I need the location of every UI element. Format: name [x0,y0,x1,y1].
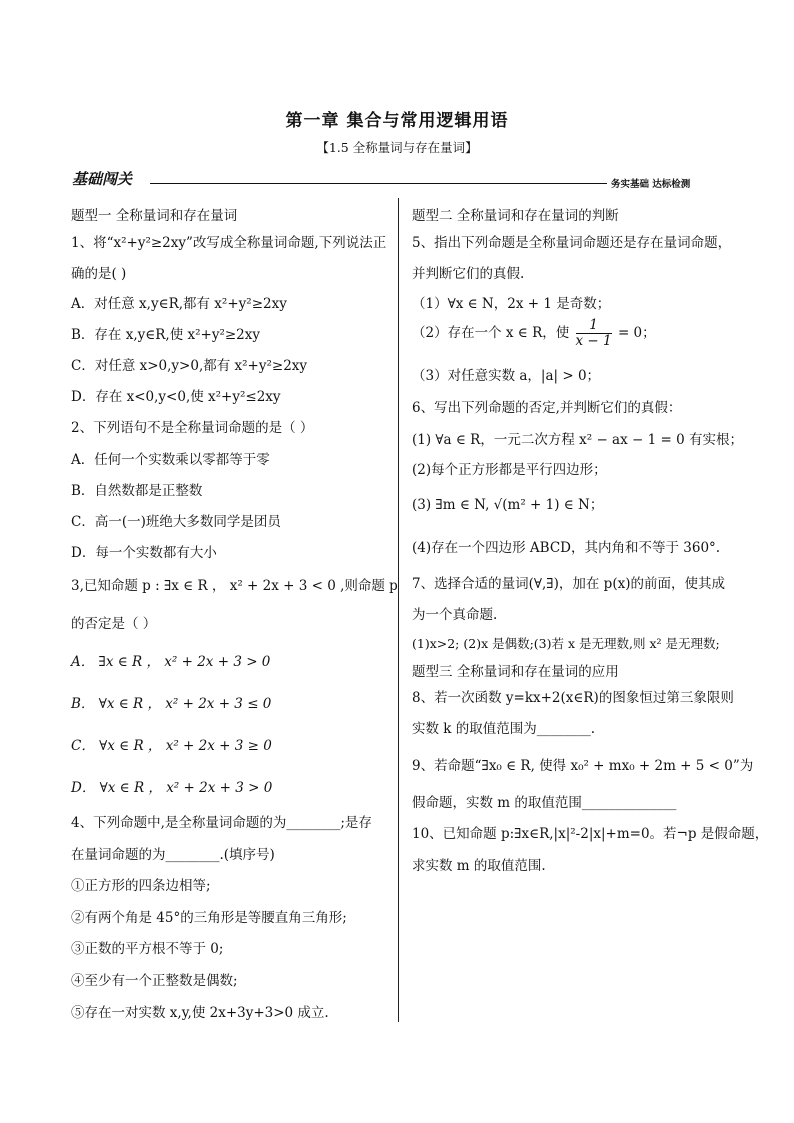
question-1-option-c: C．对任意 x>0,y>0,都有 x²+y²≥2xy [71,358,308,374]
question-4-item-5: ⑤存在一对实数 x,y,使 2x+3y+3>0 成立. [71,1005,329,1021]
question-5-item-1: （1）∀x ∈ N，2x + 1 是奇数； [412,296,611,312]
page-title: 第一章 集合与常用逻辑用语 [285,111,509,131]
question-4-stem: 4、下列命题中,是全称量词命题的为________;是存 [71,815,372,831]
question-6-item-4: (4)存在一个四边形 ABCD，其内角和不等于 360°. [412,540,721,556]
question-6-stem: 6、写出下列命题的否定,并判断它们的真假： [412,400,682,416]
question-5-stem: 5、指出下列命题是全称量词命题还是存在量词命题， [412,235,732,251]
question-5-item-2-text: （2）存在一个 x ∈ R，使 [412,325,570,341]
question-1-stem: 1、将“x²+y²≥2xy”改写成全称量词命题,下列说法正 [71,235,387,251]
question-5-item-2-tail: = 0； [617,325,656,341]
question-4-stem-cont: 在量词命题的为________.(填序号) [71,847,275,863]
page-subtitle: 【1.5 全称量词与存在量词】 [316,140,478,155]
question-3-option-d: D． ∀x ∈ R ， x² + 2x + 3 > 0 [71,780,273,796]
right-column [412,0,769,1123]
column-divider [398,198,399,1022]
question-8-stem-cont: 实数 k 的取值范围为________. [412,721,596,737]
question-3-stem-cont: 的否定是（ ） [71,616,157,632]
banner-label: 基础闯关 [72,170,133,188]
question-2-stem: 2、下列语句不是全称量词命题的是（ ） [71,420,314,436]
question-7-stem-cont: 为一个真命题. [412,607,498,623]
question-10-stem-cont: 求实数 m 的取值范围. [412,858,546,874]
question-1-option-d: D．存在 x<0,y<0,使 x²+y²≤2xy [71,389,281,405]
question-9-stem-cont: 假命题，实数 m 的取值范围______________ [412,795,677,811]
section-title-1: 题型一 全称量词和存在量词 [71,208,238,224]
question-1-stem-cont: 确的是( ) [71,266,127,282]
question-7-stem: 7、选择合适的量词(∀,∃)，加在 p(x)的前面，使其成 [412,576,725,592]
question-5-item-3: （3）对任意实数 a，|a| > 0； [412,368,601,384]
question-5-item-2 [412,318,656,349]
question-1-option-b: B．存在 x,y∈R,使 x²+y²≥2xy [71,327,260,343]
question-8-stem: 8、若一次函数 y=kx+2(x∈R)的图象恒过第三象限则 [412,690,734,706]
question-5-stem-cont: 并判断它们的真假. [412,266,525,282]
question-4-item-1: ①正方形的四条边相等; [71,878,211,894]
question-2-option-a: A．任何一个实数乘以零都等于零 [71,452,270,468]
question-10-stem: 10、已知命题 p:∃x∈R,|x|²-2|x|+m=0。若¬p 是假命题， [412,826,769,842]
fraction [576,318,612,349]
question-4-item-3: ③正数的平方根不等于 0; [71,941,224,957]
question-2-option-c: C．高一(一)班绝大多数同学是团员 [71,514,281,530]
question-3-stem: 3,已知命题 p : ∃x ∈ R ， x² + 2x + 3 < 0 ,则命题 p [71,578,398,594]
section-title-2: 题型二 全称量词和存在量词的判断 [412,208,619,224]
question-6-item-2: (2)每个正方形都是平行四边形； [412,462,607,478]
question-1-option-a: A．对任意 x,y∈R,都有 x²+y²≥2xy [71,296,287,312]
question-4-item-4: ④至少有一个正整数是偶数; [71,973,238,989]
fraction-numerator: 1 [576,318,612,334]
question-3-option-a: A． ∃x ∈ R ， x² + 2x + 3 > 0 [71,654,271,670]
banner-motto: 务实基础 达标检测 [611,179,691,190]
question-6-item-3: (3) ∃m ∈ N, √(m² + 1) ∈ N； [412,497,604,513]
fraction-denominator: x − 1 [575,333,612,349]
question-4-item-2: ②有两个角是 45°的三角形是等腰直角三角形; [71,910,347,926]
question-2-option-d: D．每一个实数都有大小 [71,545,217,561]
question-3-option-c: C． ∀x ∈ R ， x² + 2x + 3 ≥ 0 [71,738,272,754]
question-2-option-b: B．自然数都是正整数 [71,483,203,499]
question-7-items: (1)x>2; (2)x 是偶数;(3)若 x 是无理数,则 x² 是无理数; [412,636,720,651]
section-title-3: 题型三 全称量词和存在量词的应用 [412,664,619,680]
question-3-option-b: B． ∀x ∈ R ， x² + 2x + 3 ≤ 0 [71,696,272,712]
question-9-stem: 9、若命题“∃x₀ ∈ R, 使得 x₀² + mx₀ + 2m + 5 < 0”为 [412,758,754,774]
question-6-item-1: (1) ∀a ∈ R，一元二次方程 x² − ax − 1 = 0 有实根； [412,432,743,448]
